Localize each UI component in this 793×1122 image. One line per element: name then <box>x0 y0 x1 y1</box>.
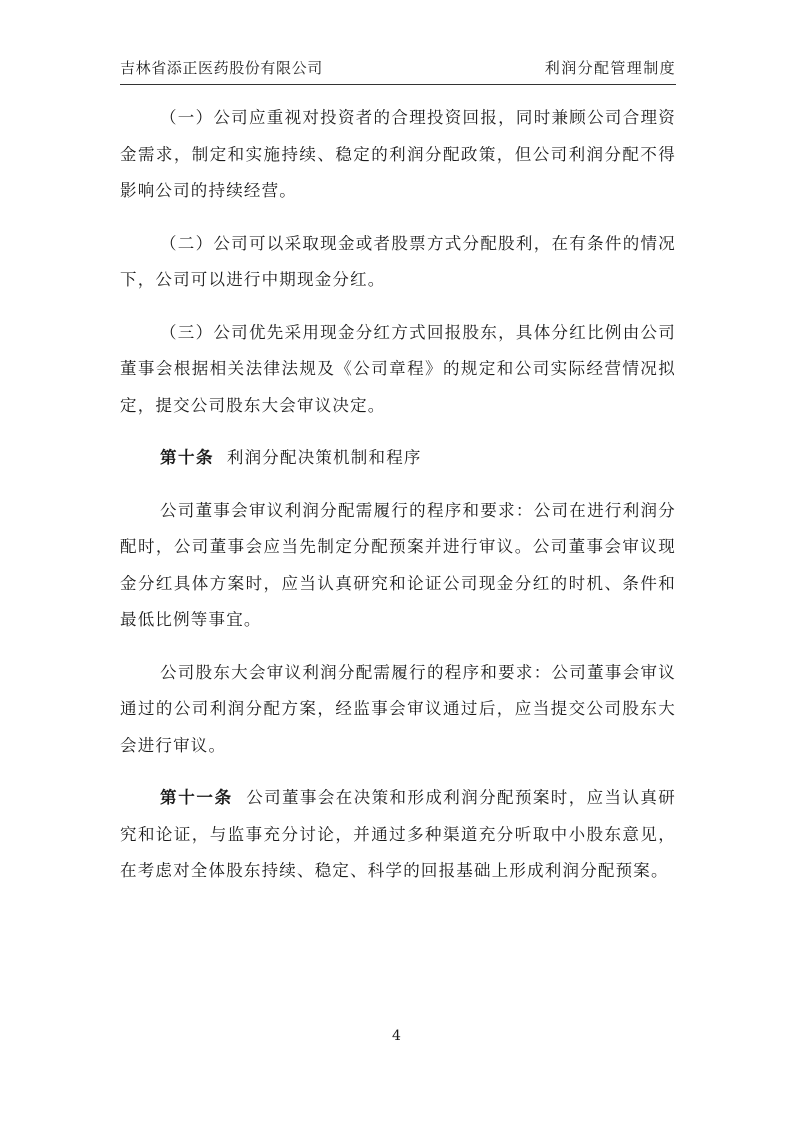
paragraph-1 <box>120 100 676 210</box>
paragraph-2 <box>120 226 676 299</box>
article-11 <box>120 780 676 890</box>
header-divider <box>120 84 676 85</box>
page-header <box>120 52 676 80</box>
article-heading: 第十一条 <box>160 788 233 807</box>
article-heading: 第十条 <box>160 448 214 467</box>
header-document-title: 利润分配管理制度 <box>544 59 676 77</box>
header-company-name: 吉林省添正医药股份有限公司 <box>120 59 323 77</box>
paragraph-text: （三）公司优先采用现金分红方式回报股东，具体分红比例由公司董事会根据相关法律法规及《公司章程》的规定和公司实际经营情况拟定，提交公司股东大会审议决定。 <box>120 322 676 415</box>
article-title: 利润分配决策机制和程序 <box>226 448 422 467</box>
paragraph-5 <box>120 493 676 639</box>
paragraph-text: （二）公司可以采取现金或者股票方式分配股利，在有条件的情况下，公司可以进行中期现金分红。 <box>120 233 676 289</box>
paragraph-6 <box>120 655 676 765</box>
paragraph-text: 公司董事会审议利润分配需履行的程序和要求：公司在进行利润分配时，公司董事会应当先制定分配预案并进行审议。公司董事会审议现金分红具体方案时，应当认真研究和论证公司现金分红的时机、条件和最低比例等事宜。 <box>120 500 676 629</box>
page-number: 4 <box>392 1028 401 1044</box>
paragraph-text: 公司股东大会审议利润分配需履行的程序和要求：公司董事会审议通过的公司利润分配方案，经监事会审议通过后，应当提交公司股东大会进行审议。 <box>120 662 676 755</box>
paragraph-3 <box>120 315 676 425</box>
paragraph-text: 公司董事会在决策和形成利润分配预案时，应当认真研究和论证，与监事充分讨论，并通过多种渠道充分听取中小股东意见，在考虑对全体股东持续、稳定、科学的回报基础上形成利润分配预案。 <box>120 788 676 880</box>
document-body <box>120 100 676 906</box>
article-10 <box>120 440 676 477</box>
paragraph-text: （一）公司应重视对投资者的合理投资回报，同时兼顾公司合理资金需求，制定和实施持续、稳定的利润分配政策，但公司利润分配不得影响公司的持续经营。 <box>120 108 676 200</box>
